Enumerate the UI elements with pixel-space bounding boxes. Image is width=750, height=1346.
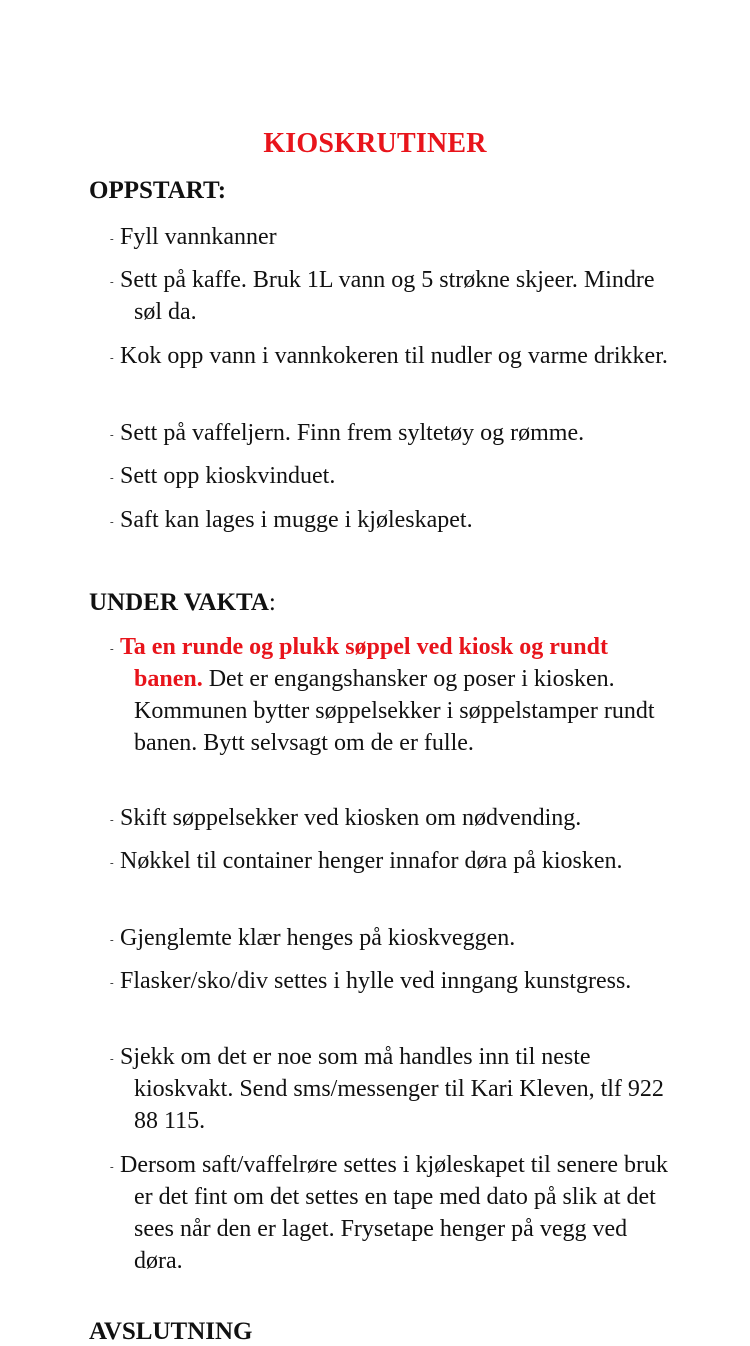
bullet-dash: - <box>110 472 114 484</box>
list-item <box>110 631 670 759</box>
list-item-text: Sett på kaffe. Bruk 1L vann og 5 strøkne skjeer. Mindre søl da. <box>120 267 655 325</box>
list-item-text: Sett på vaffeljern. Finn frem syltetøy og rømme. <box>120 420 585 446</box>
list-item <box>110 417 670 449</box>
section-heading-text: UNDER VAKTA <box>89 589 269 616</box>
instruction-detail: Det er engangshansker og poser i kiosken. Kommunen bytter søppelsekker i søppelstamper rundt banen. Bytt selvsagt om de er fulle. <box>134 666 655 756</box>
section-heading-under-vakta <box>89 589 276 617</box>
list-item <box>110 264 670 328</box>
section-heading-colon: : <box>268 589 276 616</box>
list-item <box>110 845 670 877</box>
bullet-dash: - <box>110 233 114 245</box>
list-item-text: Skift søppelsekker ved kiosken om nødvending. <box>120 805 582 831</box>
list-item <box>110 340 670 372</box>
list-item-text: Kok opp vann i vannkokeren til nudler og varme drikker. <box>120 343 668 369</box>
list-item-text <box>110 631 670 759</box>
list-item <box>110 504 670 536</box>
bullet-dash: - <box>110 643 114 655</box>
section-heading-oppstart: OPPSTART: <box>89 177 227 204</box>
list-item <box>110 221 670 253</box>
list-item-text: Sett opp kioskvinduet. <box>120 463 336 489</box>
list-item-text: Flasker/sko/div settes i hylle ved inngang kunstgress. <box>120 968 632 994</box>
list-item-text: Sjekk om det er noe som må handles inn til neste kioskvakt. Send sms/messenger til Kari Kleven, tlf 922 88 115. <box>120 1044 664 1134</box>
section-heading-avslutning: AVSLUTNING <box>89 1318 253 1345</box>
bullet-dash: - <box>110 934 114 946</box>
bullet-dash: - <box>110 977 114 989</box>
bullet-dash: - <box>110 352 114 364</box>
list-item <box>110 965 670 997</box>
bullet-dash: - <box>110 276 114 288</box>
list-item <box>110 1149 670 1277</box>
bullet-dash: - <box>110 429 114 441</box>
bullet-dash: - <box>110 1053 114 1065</box>
bullet-dash: - <box>110 814 114 826</box>
list-item-text: Fyll vannkanner <box>120 224 277 250</box>
bullet-dash: - <box>110 516 114 528</box>
list-item <box>110 1041 670 1137</box>
bullet-dash: - <box>110 1161 114 1173</box>
highlighted-instruction: Ta en runde og plukk søppel ved kiosk og rundt banen. <box>120 634 608 692</box>
list-item-text: Nøkkel til container henger innafor døra på kiosken. <box>120 848 623 874</box>
list-item-text: Gjenglemte klær henges på kioskveggen. <box>120 925 516 951</box>
list-item-text: Saft kan lages i mugge i kjøleskapet. <box>120 507 473 533</box>
bullet-dash: - <box>110 857 114 869</box>
list-item <box>110 460 670 492</box>
list-item <box>110 802 670 834</box>
list-item-text: Dersom saft/vaffelrøre settes i kjøleskapet til senere bruk er det fint om det settes en tape med dato på slik at det sees når den er laget. Frysetape henger på vegg ved døra. <box>120 1152 669 1274</box>
page-title: KIOSKRUTINER <box>263 128 487 159</box>
list-item <box>110 922 670 954</box>
